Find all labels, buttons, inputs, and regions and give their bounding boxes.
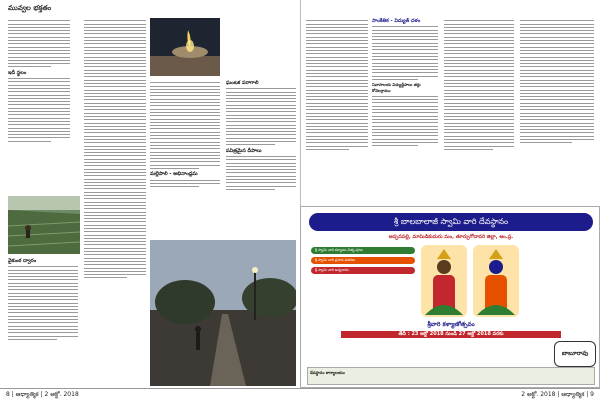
ad-bullet-1: శ్రీ స్వామి వారి కళ్యాణం నిత్య పూజ <box>311 247 415 254</box>
ad-bullet-3: శ్రీ స్వామి వారి అన్నదానం <box>311 267 415 274</box>
deity-left-icon <box>421 245 467 317</box>
article-right-column-2 <box>372 18 438 204</box>
subhead-middle-2: మల్లెపాలి - అభినాంధ్రమ <box>150 171 198 178</box>
article-heading: ఘంటక పరాగాలి <box>226 80 259 86</box>
article-right-column-1 <box>306 18 368 204</box>
article-right-column-4 <box>520 18 594 204</box>
article-left-column-1-lower <box>8 258 78 386</box>
deity-image-left <box>421 245 467 317</box>
ad-footer-heading: దేవస్థానం కార్యాలయం <box>310 370 345 375</box>
article-middle-column <box>226 80 296 236</box>
article-left-column-1 <box>8 18 70 196</box>
article-left-column-3 <box>150 80 220 236</box>
ad-subtitle: అప్పనపల్లి, మామిడికుదురు మం, తూర్పుగోదావరి జిల్లా, ఆం.ప్ర. <box>388 234 514 240</box>
deity-right-icon <box>473 245 519 317</box>
article-right-heading: సాంకేతిక - విద్యుత్ దళం <box>372 18 421 24</box>
ad-footer-box <box>307 367 595 385</box>
article-right-column-3 <box>444 18 514 204</box>
ad-bullet-2: శ్రీ స్వామి వారి ప్రసాద వితరణ <box>311 257 415 264</box>
body-text-block <box>8 20 70 141</box>
running-header: మువ్వల భక్తతం <box>8 4 52 12</box>
deity-image-right <box>473 245 519 317</box>
section-heading: వైకుంఠ ద్వారం <box>8 258 37 264</box>
page-footer <box>0 388 600 401</box>
sponsor-badge: బాబూరావు <box>554 341 596 367</box>
lamp-photo <box>150 18 220 76</box>
article-left-column-2 <box>84 18 146 386</box>
footer-right-folio: 2 అక్టో. 2018 | ఆధ్యాత్మిక | 9 <box>521 391 594 398</box>
field-photo <box>8 196 80 254</box>
lamp-image <box>150 18 220 76</box>
subhead-middle-1: పవిత్రమైన దీపాలు <box>226 147 262 154</box>
article-right-subhead: నివాసాలయ విద్యుద్దీపాలు తర్లు కోవెలగ్రామం <box>372 82 421 93</box>
footer-left-folio: 8 | ఆధ్యాత్మిక | 2 అక్టో. 2018 <box>6 391 79 398</box>
ad-date-strip: తేదీ : 23 అక్టో 2018 నుండి 27 అక్టో 2018 వరకు <box>341 331 561 338</box>
ad-center-title: శ్రీవారి కళ్యాణోత్సవం <box>427 321 475 328</box>
ad-title: శ్రీ బాలబాలాజీ స్వామి వారి దేవస్థానం <box>309 213 593 231</box>
village-image <box>150 240 296 386</box>
subhead-1: ఇదీ స్థలం <box>8 69 27 76</box>
temple-advertisement <box>300 206 600 388</box>
field-image <box>8 196 80 254</box>
village-photo <box>150 240 296 386</box>
